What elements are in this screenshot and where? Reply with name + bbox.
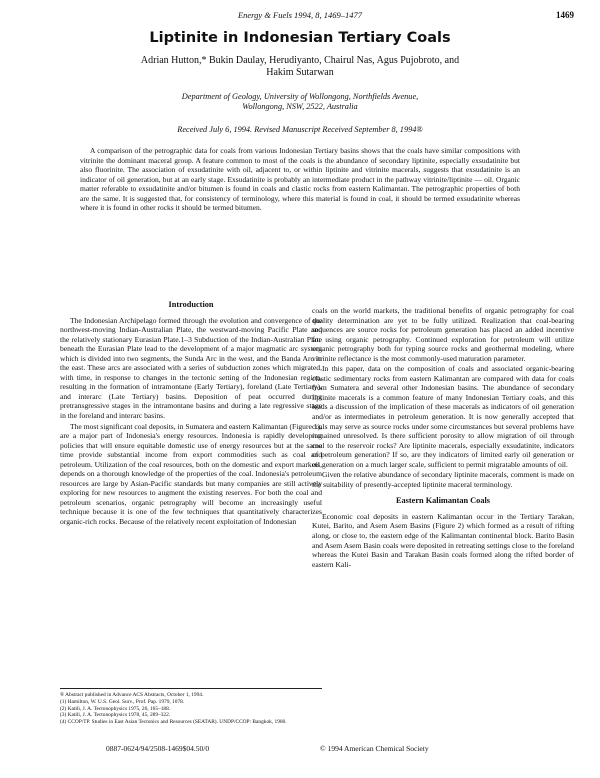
abstract: A comparison of the petrographic data for coals from various Indonesian Tertiary basins shows that the coals have similar compositions with vitrinite the dominant maceral group. A feature common to most of the coals is the abundance of secondary liptinite, especially exsudatinite but also fluorinite. The association of exsudatinite with oil, adjacent to, or within liptinite and vitrinite macerals, suggests that exsudatinite is an indicator of oil generation, but at an early stage. Exsudatinite is probably an intermediate product in the pathway vitrinite/liptinite — oil. Organic matter referable to exsudatinite and/or bitumen is found in coals and clastic rocks from eastern Kalimantan. The petrographic properties of both are the same. It is suggested that, for consistency of terminology, where this material is found in coal, it should be termed exsudatinite whereas where it is found in other rocks it should be termed bitumen.	[80, 146, 520, 212]
footnote: ® Abstract published in Advance ACS Abstracts, October 1, 1994.	[60, 692, 204, 698]
running-head: Energy & Fuels 1994, 8, 1469–1477	[237, 10, 363, 20]
article-title: Liptinite in Indonesian Tertiary Coals	[149, 30, 451, 46]
paragraph: Economic coal deposits in eastern Kalimantan occur in the Tertiary Tarakan, Kutei, Barito, and Asem Asem Basins (Figure 2) which formed as a result of rifting along, or close to, the eastern edge of the Kalimantan continental block. Barito Basin and Asem Asem Basin coals were deposited in retreating settings close to the foreland whereas the Kutei Basin and Tarakan Basin coals formed along the rifted border of eastern Kali-	[312, 511, 574, 569]
section-heading-introduction: Introduction	[168, 300, 214, 309]
paragraph: Given the relative abundance of secondary liptinite macerals, comment is made on the suitability of presently-accepted liptinite maceral terminology.	[312, 470, 574, 489]
left-column	[60, 300, 322, 528]
affiliation	[60, 92, 540, 112]
footnotes	[60, 688, 322, 726]
paragraph: coals on the world markets, the traditional benefits of organic petrography for coal quality determination are yet to be fully utilized. Realization that coal-bearing sequences are source rocks for petroleum generation has placed an added incentive for using organic petrography. Continued exploration for petroleum will utilize organic petrography both for typing source rocks and geothermal modeling, where vitrinite reflectance is the most commonly-used maturation parameter.	[312, 306, 574, 363]
paragraph: The most significant coal deposits, in Sumatera and eastern Kalimantan (Figure 1), are a major part of Indonesia's energy resources. Indonesia is rapidly developing policies that will ensure equitable domestic use of energy resources but at the same time provide substantial income from export commodities such as coal and petroleum. Utilization of the coal resources, both on the domestic and export markets, depends on a thorough knowledge of the properties of the coal. Indonesia's petroleum resources are large by Asian-Pacific standards but many companies are still actively exploring for new resources to augment the existing reserves. For both the coal and petroleum scenarios, organic petrography will become an increasingly useful technique because it is one of the few techniques that quantitatively characterizes organic-rich rocks. Because of the relatively recent exploitation of Indonesian	[60, 421, 323, 527]
right-column	[312, 306, 574, 570]
received-dates: Received July 6, 1994. Revised Manuscript Received September 8, 1994®	[177, 125, 423, 134]
footnote: (2) Katili, J. A. Tectonophysics 1975, 26, 165–188.	[60, 705, 171, 712]
author-line: Hakim Sutarwan	[266, 67, 334, 78]
paragraph: In this paper, data on the composition of coals and associated organic-bearing clastic sedimentary rocks from eastern Kalimantan are compared with data for coals from Sumatera and several other Indonesian basins. The abundance of secondary liptinite macerals is a common feature of many Indonesian Tertiary coals, and this leads a discussion of the implication of these macerals as indicators of oil generation and/or as intermediates in petroleum generation. It is now generally accepted that coals may serve as source rocks under some circumstances but several problems have remained unresolved. Is there sufficient porosity to allow migration of oil through coal to the reservoir rocks? Are liptinite macerals, especially exsudatinite, indicators of petroleum generation? If so, are they indicators of limited early oil generation or oil generation on a much larger scale, sufficient to permit migratable amounts of oil.	[312, 364, 574, 469]
author-line: Adrian Hutton,* Bukin Daulay, Herudiyanto, Chairul Nas, Agus Pujobroto, and	[140, 55, 460, 66]
affiliation-line: Department of Geology, University of Wollongong, Northfields Avenue,	[181, 92, 419, 101]
section-heading-eastern-kalimantan: Eastern Kalimantan Coals	[395, 496, 491, 506]
affiliation-line: Wollongong, NSW, 2522, Australia	[242, 102, 358, 111]
footnote: (4) CCOP/TP. Studies in East Asian Tectonics and Resources (SEATAR). UNDP/CCOP: Bangkok, 1980.	[60, 719, 287, 726]
copyright-notice: © 1994 American Chemical Society	[320, 744, 429, 753]
footnote: (3) Katili, J. A. Tectonophysics 1978, 45, 289–322.	[60, 712, 171, 719]
author-list	[60, 55, 540, 79]
page-number: 1469	[556, 10, 574, 20]
doi-code: 0887-0624/94/2508-1469$04.50/0	[106, 744, 210, 753]
paragraph: The Indonesian Archipelago formed through the evolution and convergence of the northwest-moving Indian-Australian Plate, the westward-moving Pacific Plate and the relatively stationary Eurasian Plate.1–3 Subduction of the Indian-Australian Plate beneath the Eurasian Plate lead to the development of a major magmatic arc system which is divided into two segments, the Sunda Arc in the west, and the Banda Arc in the east. These arcs are associated with a series of subduction zones which migrated, with time, in response to changes in the tectonic setting of the Indonesian region, resulting in the formation of intramontane (Early Tertiary), foreland (Late Tertiary), and interarc (Late Tertiary) basins. Deposition of peat occurred during pretransgressive stages in the intramontane basins and during a late regressive stage in the foreland and interarc basins.	[60, 315, 322, 421]
footnote: (1) Hamilton, W. U.S. Geol. Surv., Prof. Pap. 1979, 1078.	[60, 698, 185, 705]
